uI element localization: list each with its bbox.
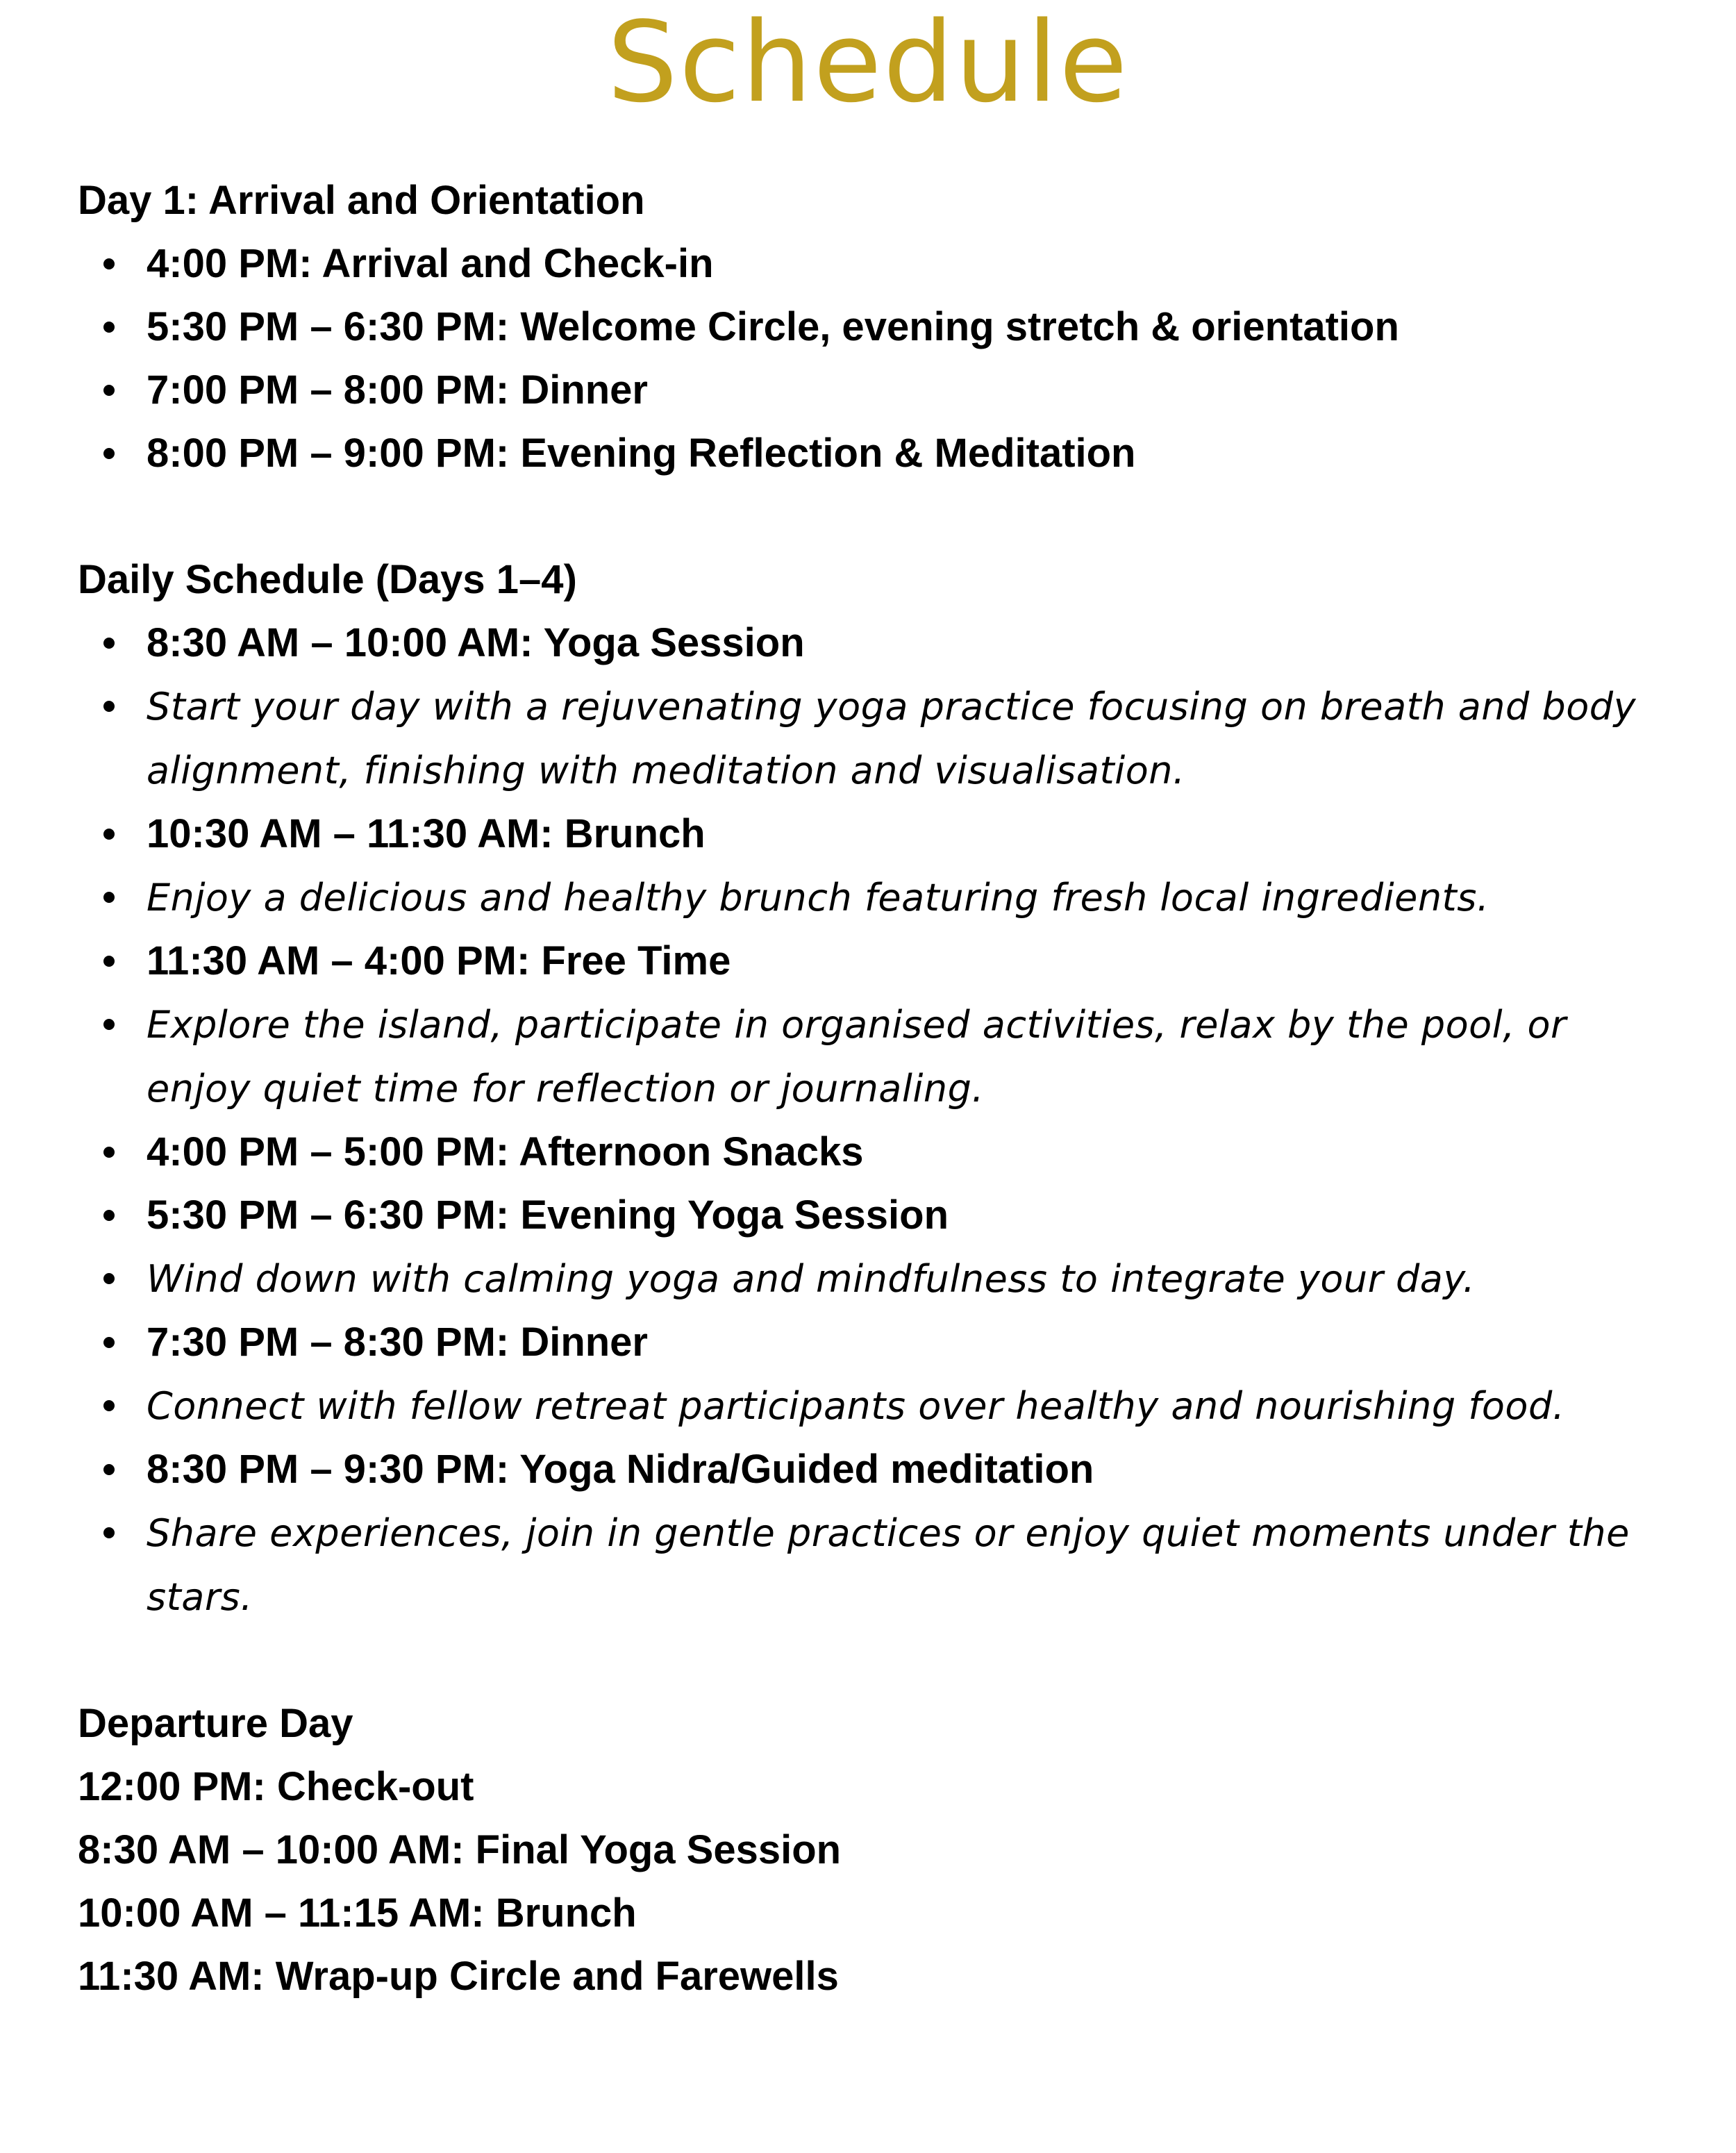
list-item: 10:30 AM – 11:30 AM: Brunch xyxy=(78,802,1675,865)
bullet-icon xyxy=(103,1464,115,1475)
departure-line: 8:30 AM – 10:00 AM: Final Yoga Session xyxy=(78,1827,842,1872)
bullet-icon xyxy=(103,1527,115,1538)
list-item: 4:00 PM: Arrival and Check-in xyxy=(78,232,1675,295)
bullet-icon xyxy=(103,448,115,459)
daily-heading: Daily Schedule (Days 1–4) xyxy=(78,557,577,602)
day1-list xyxy=(78,232,1675,485)
list-item-description: Share experiences, join in gentle practices or enjoy quiet moments under the stars. xyxy=(78,1501,1675,1629)
bullet-icon xyxy=(103,1337,115,1348)
bullet-icon xyxy=(103,258,115,269)
list-item-description: Explore the island, participate in organised activities, relax by the pool, or enjoy quiet time for reflection or journaling. xyxy=(78,992,1675,1120)
section-spacer xyxy=(78,1629,1675,1692)
list-item: 8:30 PM – 9:30 PM: Yoga Nidra/Guided meditation xyxy=(78,1438,1675,1501)
list-item: 5:30 PM – 6:30 PM: Evening Yoga Session xyxy=(78,1183,1675,1247)
bullet-icon xyxy=(103,956,115,967)
bullet-icon xyxy=(103,1147,115,1158)
bullet-icon xyxy=(103,1019,115,1030)
departure-line: 10:00 AM – 11:15 AM: Brunch xyxy=(78,1890,637,1936)
page-title: Schedule xyxy=(607,0,1129,127)
list-item: 4:00 PM – 5:00 PM: Afternoon Snacks xyxy=(78,1120,1675,1183)
day1-heading: Day 1: Arrival and Orientation xyxy=(78,178,645,223)
daily-list xyxy=(78,611,1675,1629)
bullet-icon xyxy=(103,322,115,333)
departure-line: 11:30 AM: Wrap-up Circle and Farewells xyxy=(78,1954,839,1999)
list-item: 7:00 PM – 8:00 PM: Dinner xyxy=(78,358,1675,422)
bullet-icon xyxy=(103,638,115,649)
bullet-icon xyxy=(103,1400,115,1411)
schedule-content xyxy=(78,169,1675,2008)
list-item-description: Start your day with a rejuvenating yoga practice focusing on breath and body alignment, finishing with meditation and visualisation. xyxy=(78,674,1675,802)
list-item: 7:30 PM – 8:30 PM: Dinner xyxy=(78,1311,1675,1374)
departure-line: 12:00 PM: Check-out xyxy=(78,1764,474,1809)
list-item-description: Wind down with calming yoga and mindfulness to integrate your day. xyxy=(78,1247,1675,1311)
departure-heading: Departure Day xyxy=(78,1701,353,1746)
bullet-icon xyxy=(103,701,115,712)
list-item: 8:00 PM – 9:00 PM: Evening Reflection & Meditation xyxy=(78,422,1675,485)
list-item: 8:30 AM – 10:00 AM: Yoga Session xyxy=(78,611,1675,674)
bullet-icon xyxy=(103,385,115,396)
section-spacer xyxy=(78,485,1675,548)
bullet-icon xyxy=(103,1273,115,1284)
list-item: 5:30 PM – 6:30 PM: Welcome Circle, evening stretch & orientation xyxy=(78,295,1675,358)
list-item: 11:30 AM – 4:00 PM: Free Time xyxy=(78,929,1675,992)
bullet-icon xyxy=(103,892,115,903)
list-item-description: Enjoy a delicious and healthy brunch featuring fresh local ingredients. xyxy=(78,865,1675,929)
bullet-icon xyxy=(103,1210,115,1221)
bullet-icon xyxy=(103,829,115,840)
list-item-description: Connect with fellow retreat participants over healthy and nourishing food. xyxy=(78,1374,1675,1438)
